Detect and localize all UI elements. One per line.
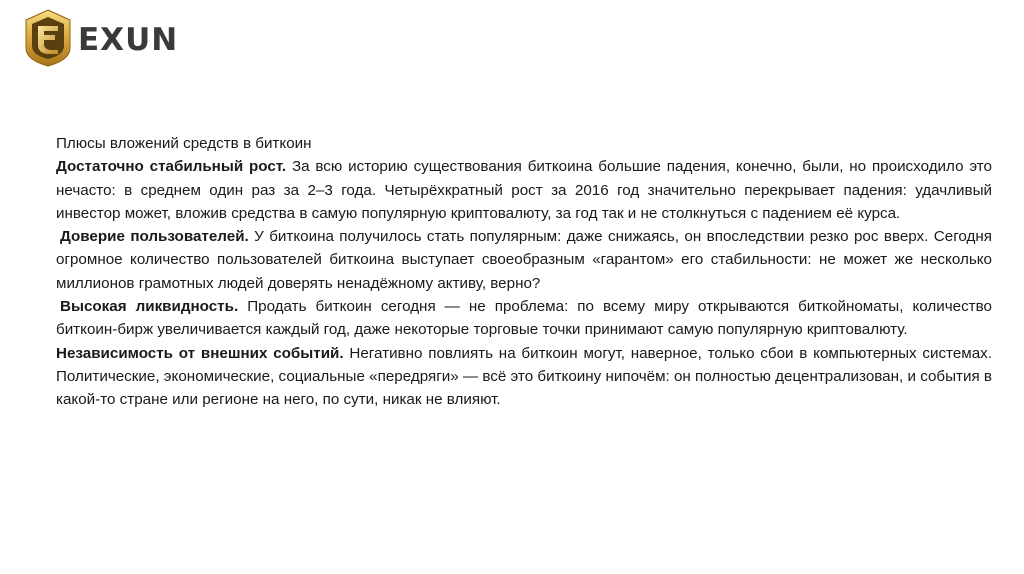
section-stable-growth <box>56 155 992 225</box>
section-text: Негативно повлиять на биткоин могут, наверное, только сбои в компьютерных системах. Политические, экономические, социальные «передряги» — всё это биткоину нипочём: он полностью децентрализован, и события в какой-то стране или регионе на него, по сути, никак не влияют. <box>56 344 992 409</box>
section-text: Продать биткоин сегодня — не проблема: по всему миру открываются биткойноматы, количество биткоин-бирж увеличивается каждый год, даже некоторые торговые точки принимают самую популярную криптовалюту. <box>56 298 992 339</box>
section-text: У биткоина получилось стать популярным: даже снижаясь, он впоследствии резко рос вверх. Сегодня огромное количество пользователей биткоина выступает своеобразным «гарантом» его стабильности: не может же несколько миллионов грамотных людей доверять ненадёжному активу, верно? <box>56 228 992 292</box>
exun-logo-icon <box>22 8 74 68</box>
section-high-liquidity <box>56 295 992 342</box>
section-heading: Достаточно стабильный рост. <box>56 158 287 176</box>
section-user-trust <box>56 225 992 295</box>
document-body <box>56 132 992 412</box>
section-heading: Высокая ликвидность. <box>60 298 239 316</box>
section-heading: Доверие пользователей. <box>60 228 249 246</box>
section-text: За всю историю существования биткоина большие падения, конечно, были, но происходило это нечасто: в среднем один раз за 2–3 года. Четырёхкратный рост за 2016 год значительно перекрывает падения: удачливый инвестор может, вложив средства в самую популярную криптовалюту, за год так и не столкнуться с падением её курса. <box>56 158 992 222</box>
section-independence <box>56 342 992 412</box>
exun-logo <box>22 8 178 68</box>
document-title: Плюсы вложений средств в биткоин <box>56 135 312 152</box>
section-heading: Независимость от внешних событий. <box>56 344 344 362</box>
logo-wordmark: EXUN <box>78 21 179 58</box>
